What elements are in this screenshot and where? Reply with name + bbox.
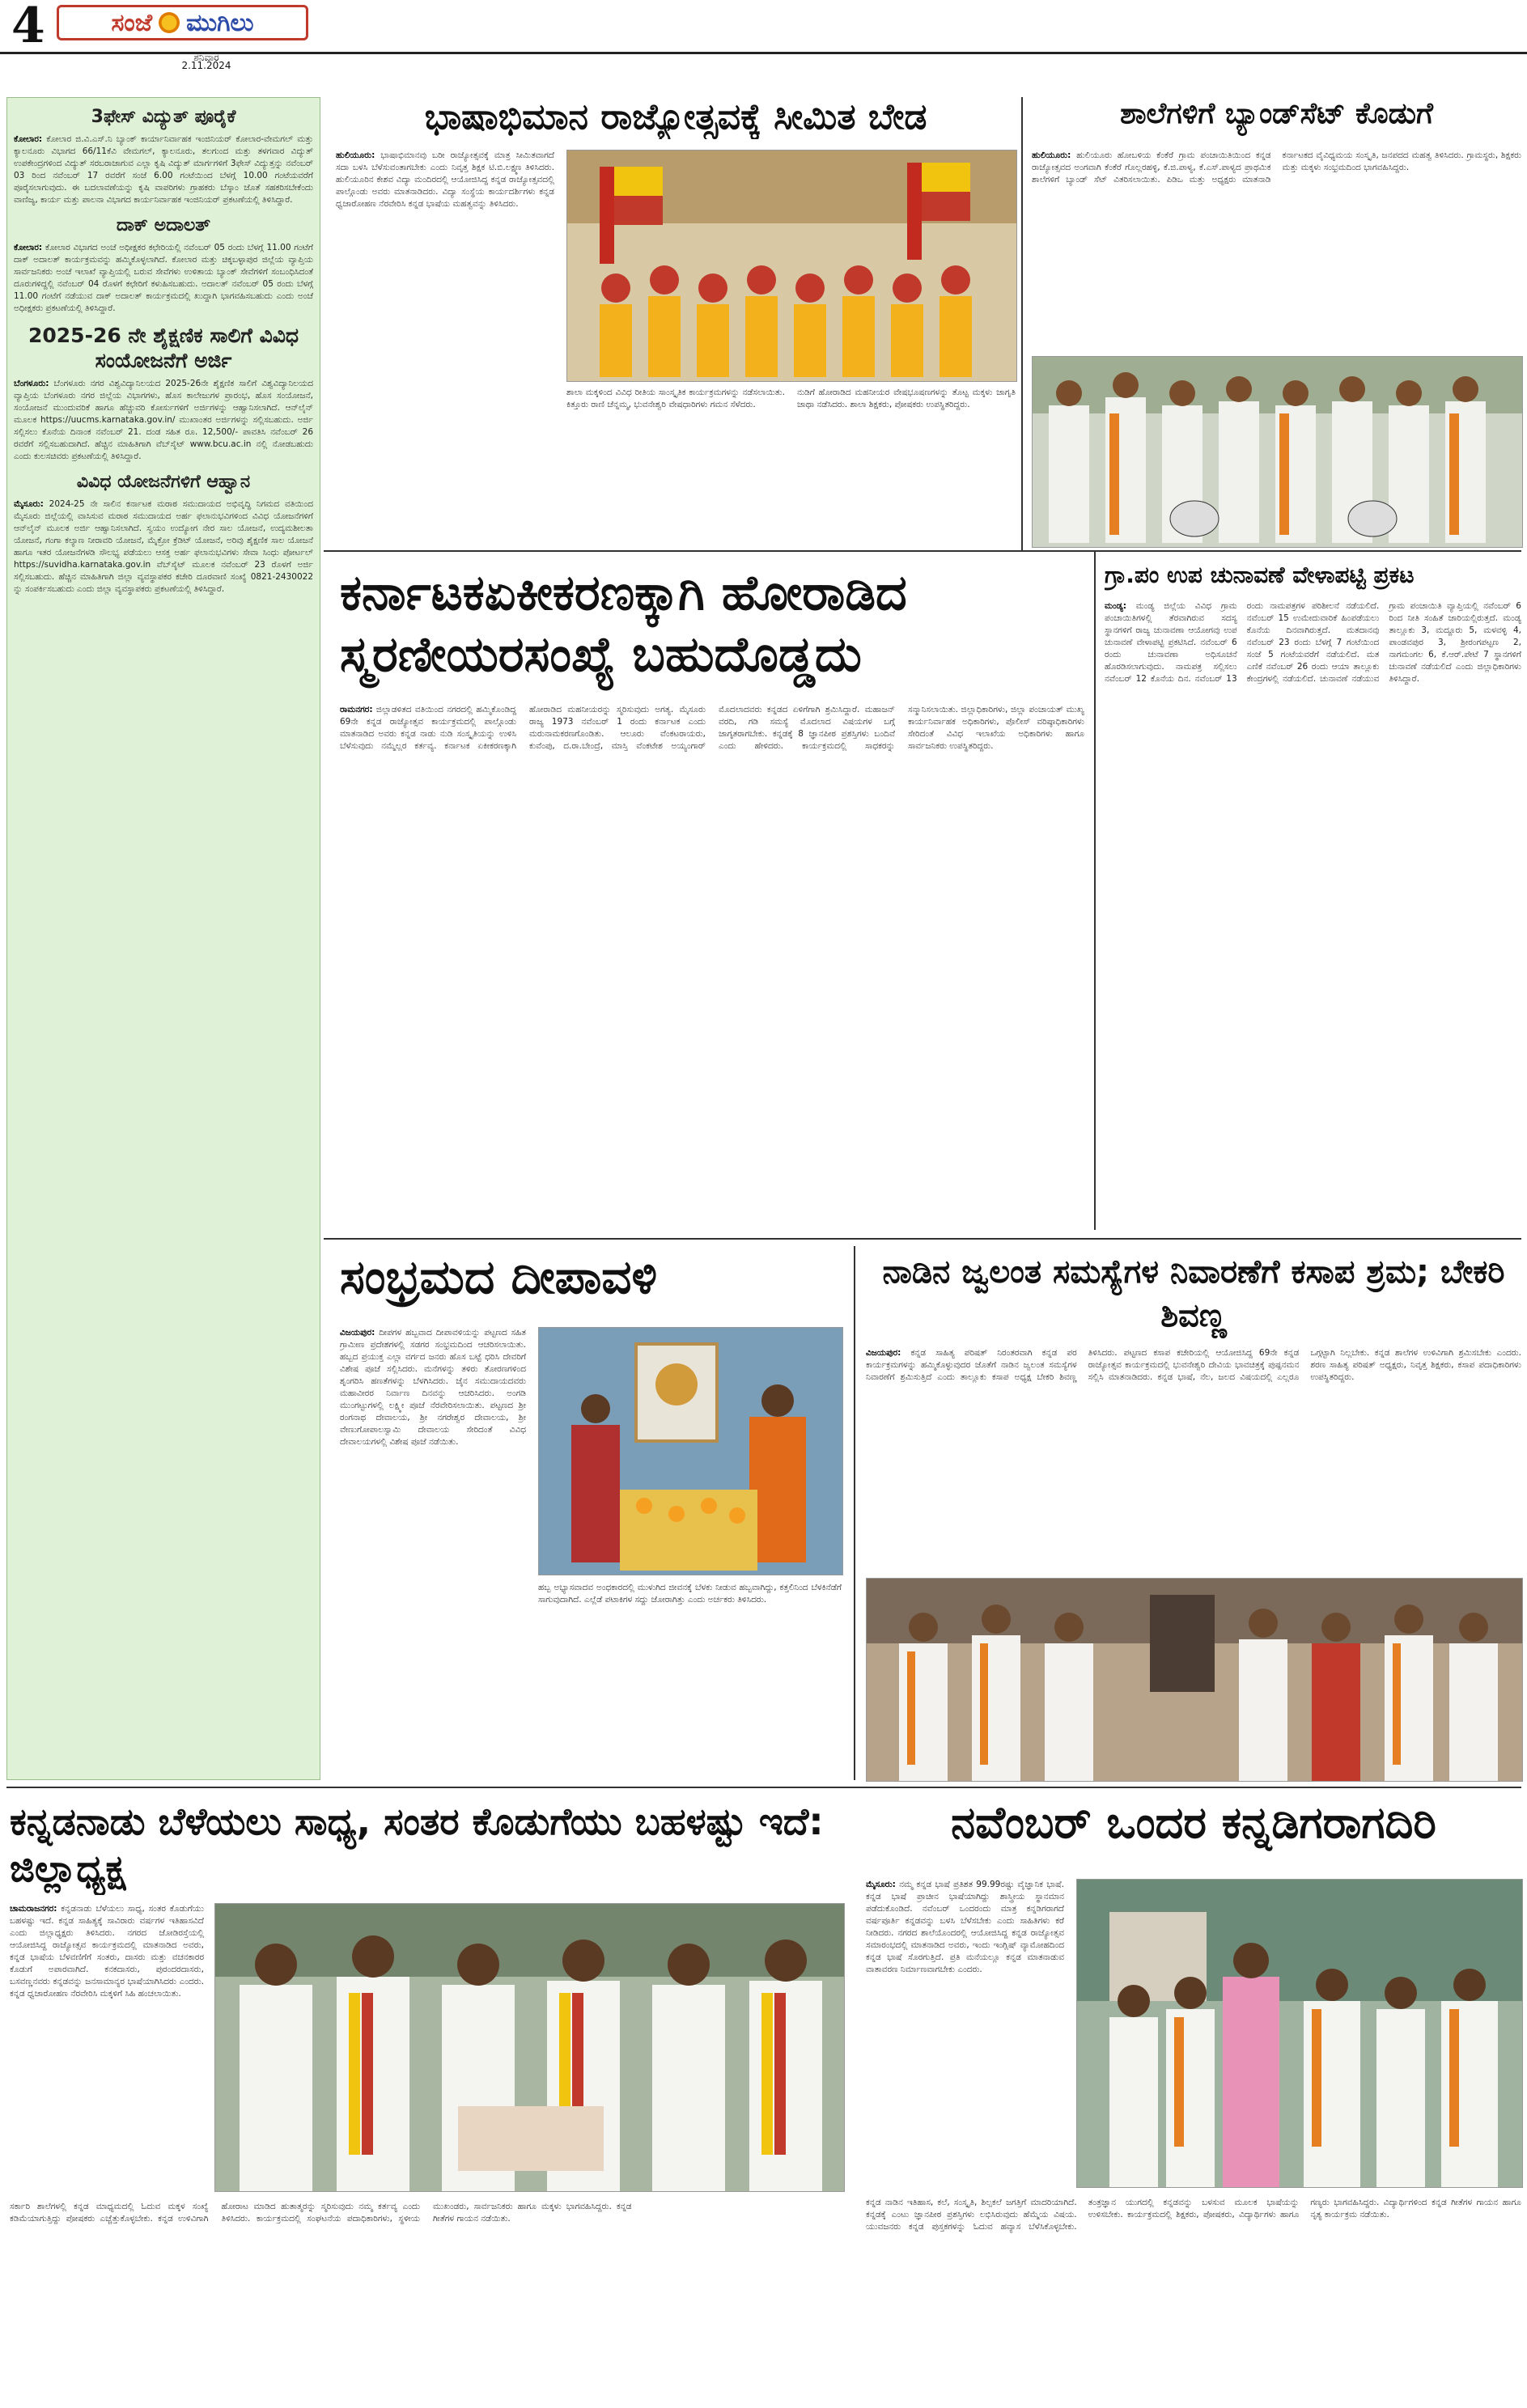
row-rule [324, 1238, 1521, 1240]
flag-hoisting-photo [1076, 1879, 1523, 2188]
article-7-body1: ಕನ್ನಡನಾಡು ಬೆಳೆಯಲು ಸಾಧ್ಯ, ಸಂತರ ಕೊಡುಗೆಯು ಬಹಳಷ್ಟು ಇದೆ. ಕನ್ನಡ ಸಾಹಿತ್ಯಕ್ಕೆ ಸಾವಿರಾರು ವರ್ಷಗಳ ಇತಿಹಾಸವಿದೆ ಎಂದು ಜಿಲ್ಲಾಧ್ಯಕ್ಷರು ತಿಳಿಸಿದರು. ನಗರದ ಜೋಡಿರಸ್ತೆಯಲ್ಲಿ ಆಯೋಜಿಸಿದ್ದ ರಾಜ್ಯೋತ್ಸವ ಕಾರ್ಯಕ್ರಮದಲ್ಲಿ ಮಾತನಾಡಿದ ಅವರು, ಕನ್ನಡ ಭಾಷೆಯ ಬೆಳವಣಿಗೆಗೆ ಸಂತರು, ದಾಸರು ಮತ್ತು ವಚನಕಾರರ ಕೊಡುಗೆ ಅಪಾರವಾಗಿದೆ. ಕನಕದಾಸರು, ಪುರಂದರದಾಸರು, ಬಸವಣ್ಣನವರು ಕನ್ನಡವನ್ನು ಜನಸಾಮಾನ್ಯರ ಭಾಷೆಯಾಗಿಸಿದರು ಎಂದರು. ಕನ್ನಡ ಧ್ವಜಾರೋಹಣ ನೆರವೇರಿಸಿ ಮಕ್ಕಳಿಗೆ ಸಿಹಿ ಹಂಚಲಾಯಿತು. [10, 1904, 204, 1999]
brief-3-body: ಬೆಂಗಳೂರು ನಗರ ವಿಶ್ವವಿದ್ಯಾನಿಲಯದ 2025-26ನೇ ಶೈಕ್ಷಣಿಕ ಸಾಲಿಗೆ ವಿಶ್ವವಿದ್ಯಾನಿಲಯದ ವ್ಯಾಪ್ತಿಯ ಬೆಂಗಳೂರು ನಗರ ಜಿಲ್ಲೆಯ ವಿಭಾಗಗಳು, ಹೊಸ ಕಾಲೇಜುಗಳ ಪ್ರಾರಂಭ, ಹೊಸ ಸಂಯೋಜನೆ, ಸಂಯೋಜನೆ ಮುಂದುವರಿಕೆ ಹಾಗೂ ಹೆಚ್ಚುವರಿ ಕೋರ್ಸುಗಳಿಗೆ ಅರ್ಜಿಗಳನ್ನು ಆಹ್ವಾನಿಸಲಾಗಿದೆ. ಆನ್‌ಲೈನ್ ಮೂಲಕ https://uucms.karnataka.gov.in/ ಮುಖಾಂತರ ಅರ್ಜಿಗಳನ್ನು ಸಲ್ಲಿಸಬಹುದು. ಅರ್ಜಿ ಸಲ್ಲಿಸಲು ಕೊನೆಯ ದಿನಾಂಕ ನವೆಂಬರ್ 21. ದಂಡ ಸಹಿತ ರೂ. 12,500/- ಪಾವತಿಸಿ ನವೆಂಬರ್ 26 ರವರೆಗೆ ಸಲ್ಲಿಸಬಹುದಾಗಿದೆ. ಹೆಚ್ಚಿನ ಮಾಹಿತಿಗಾಗಿ ವೆಬ್‌ಸೈಟ್ www.bcu.ac.in ನಲ್ಲಿ ನೋಡಬಹುದು ಎಂದು ಕುಲಸಚಿವರು ಪ್ರಕಟಣೆಯಲ್ಲಿ ತಿಳಿಸಿದ್ದಾರೆ. [14, 379, 314, 461]
article-5-col1 [340, 1327, 526, 1780]
article-8-col1 [866, 1879, 1064, 2186]
article-3-text [340, 704, 1084, 1230]
article-1-headline: ಭಾಷಾಭಿಮಾನ ರಾಜ್ಯೋತ್ಸವಕ್ಕೆ ಸೀಮಿತ ಬೇಡ [424, 97, 927, 138]
article-2-dateline: ಹುಲಿಯೂರು: [1032, 150, 1071, 160]
kasapa-felicitation-photo [866, 1578, 1523, 1782]
brief-2-dateline: ಕೋಲಾರ: [14, 243, 43, 252]
article-5-dateline: ವಿಜಯಪುರ: [340, 1328, 375, 1338]
article-3-dateline: ರಾಮನಗರ: [340, 705, 373, 714]
brief-3-dateline: ಬೆಂಗಳೂರು: [14, 379, 49, 388]
article-7-body2: ಸರ್ಕಾರಿ ಶಾಲೆಗಳಲ್ಲಿ ಕನ್ನಡ ಮಾಧ್ಯಮದಲ್ಲಿ ಓದುವ ಮಕ್ಕಳ ಸಂಖ್ಯೆ ಕಡಿಮೆಯಾಗುತ್ತಿದ್ದು ಪೋಷಕರು ಎಚ್ಚೆತ್ತುಕೊಳ್ಳಬೇಕು. ಕನ್ನಡ ಉಳಿವಿಗಾಗಿ ಹೋರಾಟ ಮಾಡಿದ ಹುತಾತ್ಮರನ್ನು ಸ್ಮರಿಸುವುದು ನಮ್ಮ ಕರ್ತವ್ಯ ಎಂದು ತಿಳಿಸಿದರು. ಕಾರ್ಯಕ್ರಮದಲ್ಲಿ ಸಂಘಟನೆಯ ಪದಾಧಿಕಾರಿಗಳು, ಸ್ಥಳೀಯ ಮುಖಂಡರು, ಸಾರ್ವಜನಿಕರು ಹಾಗೂ ಮಕ್ಕಳು ಭಾಗವಹಿಸಿದ್ದರು. ಕನ್ನಡ ಗೀತೆಗಳ ಗಾಯನ ನಡೆಯಿತು. [10, 2202, 632, 2224]
day-label: ಶನಿವಾರ [193, 52, 219, 63]
article-3-body: ಜಿಲ್ಲಾಡಳಿತದ ವತಿಯಿಂದ ನಗರದಲ್ಲಿ ಹಮ್ಮಿಕೊಂಡಿದ್ದ 69ನೇ ಕನ್ನಡ ರಾಜ್ಯೋತ್ಸವ ಕಾರ್ಯಕ್ರಮದಲ್ಲಿ ಪಾಲ್ಗೊಂಡು ಮಾತನಾಡಿದ ಅವರು ಕನ್ನಡ ನಾಡು ನುಡಿ ಸಂಸ್ಕೃತಿಯನ್ನು ಉಳಿಸಿ ಬೆಳೆಸುವುದು ನಮ್ಮೆಲ್ಲರ ಕರ್ತವ್ಯ. ಕರ್ನಾಟಕ ಏಕೀಕರಣಕ್ಕಾಗಿ ಹೋರಾಡಿದ ಮಹನೀಯರನ್ನು ಸ್ಮರಿಸುವುದು ಅಗತ್ಯ. ಮೈಸೂರು ರಾಜ್ಯ 1973 ನವೆಂಬರ್ 1 ರಂದು ಕರ್ನಾಟಕ ಎಂದು ಮರುನಾಮಕರಣಗೊಂಡಿತು. ಆಲೂರು ವೆಂಕಟರಾಯರು, ಕುವೆಂಪು, ದ.ರಾ.ಬೇಂದ್ರೆ, ಮಾಸ್ತಿ ವೆಂಕಟೇಶ ಅಯ್ಯಂಗಾರ್ ಮೊದಲಾದವರು ಕನ್ನಡದ ಏಳಿಗೆಗಾಗಿ ಶ್ರಮಿಸಿದ್ದಾರೆ. ಮಹಾಜನ್ ವರದಿ, ಗಡಿ ಸಮಸ್ಯೆ ಮೊದಲಾದ ವಿಷಯಗಳ ಬಗ್ಗೆ ಜಾಗೃತರಾಗಬೇಕು. ಕನ್ನಡಕ್ಕೆ 8 ಜ್ಞಾನಪೀಠ ಪ್ರಶಸ್ತಿಗಳು ಬಂದಿವೆ ಎಂದು ಹೇಳಿದರು. ಕಾರ್ಯಕ್ರಮದಲ್ಲಿ ಸಾಧಕರನ್ನು ಸನ್ಮಾನಿಸಲಾಯಿತು. ಜಿಲ್ಲಾಧಿಕಾರಿಗಳು, ಜಿಲ್ಲಾ ಪಂಚಾಯತ್ ಮುಖ್ಯ ಕಾರ್ಯನಿರ್ವಾಹಕ ಅಧಿಕಾರಿಗಳು, ಪೊಲೀಸ್ ವರಿಷ್ಠಾಧಿಕಾರಿಗಳು ಸೇರಿದಂತೆ ವಿವಿಧ ಇಲಾಖೆಯ ಅಧಿಕಾರಿಗಳು ಹಾಗೂ ಸಾರ್ವಜನಿಕರು ಉಪಸ್ಥಿತರಿದ್ದರು. [340, 705, 1084, 751]
sidebar-briefs [6, 97, 320, 1780]
article-4-dateline: ಮಂಡ್ಯ: [1105, 601, 1126, 611]
article-5-body1: ದೀಪಗಳ ಹಬ್ಬವಾದ ದೀಪಾವಳಿಯನ್ನು ಪಟ್ಟಣದ ಸಹಿತ ಗ್ರಾಮೀಣ ಪ್ರದೇಶಗಳಲ್ಲಿ ಸಡಗರ ಸಂಭ್ರಮದಿಂದ ಆಚರಿಸಲಾಯಿತು. ಹಬ್ಬದ ಪ್ರಯುಕ್ತ ಎಲ್ಲಾ ವರ್ಗದ ಜನರು ಹೊಸ ಬಟ್ಟೆ ಧರಿಸಿ ದೇವರಿಗೆ ವಿಶೇಷ ಪೂಜೆ ಸಲ್ಲಿಸಿದರು. ಮನೆಗಳನ್ನು ತಳಿರು ತೋರಣಗಳಿಂದ ಶೃಂಗರಿಸಿ ಹಣತೆಗಳನ್ನು ಬೆಳಗಿಸಿದರು. ಜೈನ ಸಮುದಾಯದವರು ಮಹಾವೀರರ ನಿರ್ವಾಣ ದಿನವನ್ನು ಆಚರಿಸಿದರು. ಅಂಗಡಿ ಮುಂಗಟ್ಟುಗಳಲ್ಲಿ ಲಕ್ಷ್ಮೀ ಪೂಜೆ ನೆರವೇರಿಸಲಾಯಿತು. ಪಟ್ಟಣದ ಶ್ರೀ ರಂಗನಾಥ ದೇವಾಲಯ, ಶ್ರೀ ನಗರೇಶ್ವರ ದೇವಾಲಯ, ಶ್ರೀ ವೇಣುಗೋಪಾಲಸ್ವಾಮಿ ದೇವಾಲಯ ಸೇರಿದಂತೆ ವಿವಿಧ ದೇವಾಲಯಗಳಲ್ಲಿ ವಿಶೇಷ ಪೂಜೆ ನಡೆಯಿತು. [340, 1328, 526, 1447]
article-1-body1: ಭಾಷಾಭಿಮಾನವು ಬರೀ ರಾಜ್ಯೋತ್ಸವಕ್ಕೆ ಮಾತ್ರ ಸೀಮಿತವಾಗದೆ ಸದಾ ಬಳಸಿ ಬೆಳೆಸುವಂತಾಗಬೇಕು ಎಂದು ನಿವೃತ್ತ ಶಿಕ್ಷಕ ಟಿ.ಬಿ.ಲಕ್ಷ್ಮಣ ತಿಳಿಸಿದರು. ಹುಲಿಯೂರಿನ ಕೇಶವ ವಿದ್ಯಾ ಮಂದಿರದಲ್ಲಿ ಆಯೋಜಿಸಿದ್ದ ಕನ್ನಡ ರಾಜ್ಯೋತ್ಸವದಲ್ಲಿ ಪಾಲ್ಗೊಂಡು ಅವರು ಮಾತನಾಡಿದರು. ವಿದ್ಯಾ ಸಂಸ್ಥೆಯ ಕಾರ್ಯದರ್ಶಿಗಳು ಕನ್ನಡ ಧ್ವಜಾರೋಹಣ ನೆರವೇರಿಸಿ ಕನ್ನಡ ಭಾಷೆಯ ಮಹತ್ವವನ್ನು ತಿಳಿಸಿದರು. [336, 150, 554, 209]
row-rule [324, 550, 1521, 552]
brief-1-dateline: ಕೋಲಾರ: [14, 134, 43, 144]
date-label: 2.11.2024 [181, 60, 231, 71]
article-8-headline: ನವೆಂಬರ್ ಒಂದರ ಕನ್ನಡಿಗರಾಗದಿರಿ [951, 1798, 1436, 1848]
article-5-body2: ಹಬ್ಬ ಅಭ್ಯಾಸವಾದವ ಅಂಧಕಾರದಲ್ಲಿ ಮುಳುಗಿದ ಜೀವನಕ್ಕೆ ಬೆಳಕು ನೀಡುವ ಹಬ್ಬವಾಗಿದ್ದು, ಕತ್ತಲಿನಿಂದ ಬೆಳಕಿನೆಡೆಗೆ ಸಾಗುವುದಾಗಿದೆ. ಎಲ್ಲೆಡೆ ಪಟಾಕಿಗಳ ಸದ್ದು ಜೋರಾಗಿತ್ತು ಎಂದು ಅರ್ಚಕರು ತಿಳಿಸಿದರು. [538, 1583, 842, 1605]
brief-1-text [14, 134, 313, 206]
article-1-dateline: ಹುಲಿಯೂರು: [336, 150, 375, 160]
diwali-puja-photo [538, 1327, 843, 1575]
article-8-body1: ನಮ್ಮ ಕನ್ನಡ ಭಾಷೆ ಪ್ರತಿಶತ 99.99ರಷ್ಟು ವೈಜ್ಞಾನಿಕ ಭಾಷೆ. ಕನ್ನಡ ಭಾಷೆ ಪ್ರಾಚೀನ ಭಾಷೆಯಾಗಿದ್ದು ಶಾಸ್ತ್ರೀಯ ಸ್ಥಾನಮಾನ ಪಡೆದುಕೊಂಡಿದೆ. ನವೆಂಬರ್ ಒಂದರಂದು ಮಾತ್ರ ಕನ್ನಡಿಗರಾಗದೆ ವರ್ಷಪೂರ್ತಿ ಕನ್ನಡವನ್ನು ಬಳಸಿ ಬೆಳೆಸಬೇಕು ಎಂದು ಸಾಹಿತಿಗಳು ಕರೆ ನೀಡಿದರು. ನಗರದ ಶಾಲೆಯೊಂದರಲ್ಲಿ ಆಯೋಜಿಸಿದ್ದ ಕನ್ನಡ ರಾಜ್ಯೋತ್ಸವ ಸಮಾರಂಭದಲ್ಲಿ ಮಾತನಾಡಿದ ಅವರು, ಇಂದು ಇಂಗ್ಲಿಷ್ ವ್ಯಾಮೋಹದಿಂದ ಕನ್ನಡ ಭಾಷೆ ಸೊರಗುತ್ತಿದೆ. ಪ್ರತಿ ಮನೆಯಲ್ಲೂ ಕನ್ನಡ ಮಾತನಾಡುವ ವಾತಾವರಣ ನಿರ್ಮಾಣವಾಗಬೇಕು ಎಂದರು. [866, 1880, 1064, 1974]
brief-4-title: ವಿವಿಧ ಯೋಜನೆಗಳಿಗೆ ಆಹ್ವಾನ [76, 472, 251, 492]
article-7-headline: ಕನ್ನಡನಾಡು ಬೆಳೆಯಲು ಸಾಧ್ಯ, ಸಂತರ ಕೊಡುಗೆಯು ಬಹಳಷ್ಟು ಇದೆ: ಜಿಲ್ಲಾಧ್ಯಕ್ಷ [10, 1800, 824, 1890]
logo-part1: ಸಂಜೆ [111, 8, 153, 37]
newspaper-logo [57, 5, 308, 40]
article-4-headline: ಗ್ರಾ.ಪಂ ಉಪ ಚುನಾವಣೆ ವೇಳಾಪಟ್ಟಿ ಪ್ರಕಟ [1105, 562, 1415, 588]
article-6-text [866, 1347, 1521, 1566]
article-5-headline: ಸಂಭ್ರಮದ ದೀಪಾವಳಿ [340, 1250, 658, 1304]
brief-3-title: 2025-26 ನೇ ಶೈಕ್ಷಣಿಕ ಸಾಲಿಗೆ ವಿವಿಧ ಸಂಯೋಜನೆಗೆ ಅರ್ಜಿ [28, 324, 299, 372]
article-8-dateline: ಮೈಸೂರು: [866, 1880, 896, 1889]
article-2-headline: ಶಾಲೆಗಳಿಗೆ ಬ್ಯಾಂಡ್‌ಸೆಟ್ ಕೊಡುಗೆ [1120, 97, 1433, 130]
article-1-body3: ನುಡಿಗೆ ಹೋರಾಡಿದ ಮಹನೀಯರ ವೇಷಭೂಷಣಗಳನ್ನು ತೊಟ್ಟ ಮಕ್ಕಳು ಜಾಗೃತಿ ಜಾಥಾ ನಡೆಸಿದರು. ಶಾಲಾ ಶಿಕ್ಷಕರು, ಪೋಷಕರು ಉಪಸ್ಥಿತರಿದ್ದರು. [797, 388, 1016, 409]
page-number: 4 [11, 0, 45, 54]
brief-4-body: 2024-25 ನೇ ಸಾಲಿನ ಕರ್ನಾಟಕ ಮರಾಠ ಸಮುದಾಯದ ಅಭಿವೃದ್ಧಿ ನಿಗಮದ ವತಿಯಿಂದ ಮೈಸೂರು ಜಿಲ್ಲೆಯಲ್ಲಿ ವಾಸಿಸುವ ಮರಾಠ ಸಮುದಾಯದ ಅರ್ಹ ಫಲಾನುಭವಿಗಳಿಂದ ವಿವಿಧ ಯೋಜನೆಗಳಿಗೆ ಆನ್‌ಲೈನ್ ಮೂಲಕ ಅರ್ಜಿ ಆಹ್ವಾನಿಸಲಾಗಿದೆ. ಸ್ವಯಂ ಉದ್ಯೋಗ ನೇರ ಸಾಲ ಯೋಜನೆ, ಉದ್ಯಮಶೀಲತಾ ಯೋಜನೆ, ಗಂಗಾ ಕಲ್ಯಾಣ ನೀರಾವರಿ ಯೋಜನೆ, ಮೈಕ್ರೋ ಕ್ರೆಡಿಟ್ ಯೋಜನೆ, ಅರಿವು ಶೈಕ್ಷಣಿಕ ಸಾಲ ಯೋಜನೆ ಹಾಗೂ ಇತರ ಯೋಜನೆಗಳಡಿ ಸೌಲಭ್ಯ ಪಡೆಯಲು ಆಸಕ್ತ ಅರ್ಹ ಫಲಾನುಭವಿಗಳು ಸೇವಾ ಸಿಂಧು ಪೋರ್ಟಲ್ https://suvidha.karnataka.gov.in ವೆಬ್‌ಸೈಟ್ ಮೂಲಕ ನವೆಂಬರ್ 23 ರೊಳಗೆ ಅರ್ಜಿ ಸಲ್ಲಿಸಬಹುದು. ಹೆಚ್ಚಿನ ಮಾಹಿತಿಗಾಗಿ ಜಿಲ್ಲಾ ವ್ಯವಸ್ಥಾಪಕರ ಕಚೇರಿ ದೂರವಾಣಿ ಸಂಖ್ಯೆ 0821-2430022 ನ್ನು ಸಂಪರ್ಕಿಸಬಹುದು ಎಂದು ಜಿಲ್ಲಾ ವ್ಯವಸ್ಥಾಪಕರು ಪ್ರಕಟಣೆಯಲ್ಲಿ ತಿಳಿಸಿದ್ದಾರೆ. [14, 499, 313, 594]
photo-graphic [539, 1328, 842, 1575]
article-8-body2: ಕನ್ನಡ ನಾಡಿನ ಇತಿಹಾಸ, ಕಲೆ, ಸಂಸ್ಕೃತಿ, ಶಿಲ್ಪಕಲೆ ಜಗತ್ತಿಗೆ ಮಾದರಿಯಾಗಿದೆ. ಕನ್ನಡಕ್ಕೆ ಎಂಟು ಜ್ಞಾನಪೀಠ ಪ್ರಶಸ್ತಿಗಳು ಲಭಿಸಿರುವುದು ಹೆಮ್ಮೆಯ ವಿಷಯ. ಯುವಜನರು ಕನ್ನಡ ಪುಸ್ತಕಗಳನ್ನು ಓದುವ ಹವ್ಯಾಸ ಬೆಳೆಸಿಕೊಳ್ಳಬೇಕು. ತಂತ್ರಜ್ಞಾನ ಯುಗದಲ್ಲಿ ಕನ್ನಡವನ್ನು ಬಳಸುವ ಮೂಲಕ ಭಾಷೆಯನ್ನು ಉಳಿಸಬೇಕು. ಕಾರ್ಯಕ್ರಮದಲ್ಲಿ ಶಿಕ್ಷಕರು, ಪೋಷಕರು, ವಿದ್ಯಾರ್ಥಿಗಳು ಹಾಗೂ ಗಣ್ಯರು ಭಾಗವಹಿಸಿದ್ದರು. ವಿದ್ಯಾರ್ಥಿಗಳಿಂದ ಕನ್ನಡ ಗೀತೆಗಳ ಗಾಯನ ಹಾಗೂ ನೃತ್ಯ ಕಾರ್ಯಕ್ರಮ ನಡೆಯಿತು. [866, 2198, 1521, 2232]
column-rule [854, 1246, 855, 1780]
row-rule [6, 1787, 1521, 1788]
column-rule [1094, 550, 1096, 1230]
chamarajanagar-event-photo [214, 1903, 845, 2192]
brief-4-dateline: ಮೈಸೂರು: [14, 499, 44, 509]
article-4-text [1105, 600, 1521, 1232]
article-2-text [1032, 150, 1521, 344]
brief-2-title: ದಾಕ್ ಅದಾಲತ್ [116, 215, 211, 235]
brief-4-text [14, 498, 313, 596]
article-6-body: ಕನ್ನಡ ಸಾಹಿತ್ಯ ಪರಿಷತ್ ನಿರಂತರವಾಗಿ ಕನ್ನಡ ಪರ ಕಾರ್ಯಕ್ರಮಗಳನ್ನು ಹಮ್ಮಿಕೊಳ್ಳುವುದರ ಜೊತೆಗೆ ನಾಡಿನ ಜ್ವಲಂತ ಸಮಸ್ಯೆಗಳ ನಿವಾರಣೆಗೆ ಶ್ರಮಿಸುತ್ತಿದೆ ಎಂದು ತಾಲ್ಲೂಕು ಕಸಾಪ ಅಧ್ಯಕ್ಷ ಬೇಕರಿ ಶಿವಣ್ಣ ತಿಳಿಸಿದರು. ಪಟ್ಟಣದ ಕಸಾಪ ಕಚೇರಿಯಲ್ಲಿ ಆಯೋಜಿಸಿದ್ದ 69ನೇ ಕನ್ನಡ ರಾಜ್ಯೋತ್ಸವ ಕಾರ್ಯಕ್ರಮದಲ್ಲಿ ಭುವನೇಶ್ವರಿ ದೇವಿಯ ಭಾವಚಿತ್ರಕ್ಕೆ ಪುಷ್ಪನಮನ ಸಲ್ಲಿಸಿ ಮಾತನಾಡಿದರು. ಕನ್ನಡ ಭಾಷೆ, ನೆಲ, ಜಲದ ವಿಷಯದಲ್ಲಿ ಎಲ್ಲರೂ ಒಗ್ಗಟ್ಟಾಗಿ ನಿಲ್ಲಬೇಕು. ಕನ್ನಡ ಶಾಲೆಗಳ ಉಳಿವಿಗಾಗಿ ಶ್ರಮಿಸಬೇಕು ಎಂದರು. ಶರಣ ಸಾಹಿತ್ಯ ಪರಿಷತ್ ಅಧ್ಯಕ್ಷರು, ನಿವೃತ್ತ ಶಿಕ್ಷಕರು, ಕಸಾಪ ಪದಾಧಿಕಾರಿಗಳು ಉಪಸ್ಥಿತರಿದ್ದರು. [866, 1348, 1521, 1382]
article-3-headline: ಕರ್ನಾಟಕಏಕೀಕರಣಕ್ಕಾಗಿ ಹೋರಾಡಿದ ಸ್ಮರಣೀಯರಸಂಖ್ಯೆ ಬಹುದೊಡ್ಡದು [340, 565, 907, 683]
children-in-costume-photo [566, 150, 1017, 382]
brief-2-text [14, 242, 313, 315]
sun-icon [159, 12, 180, 33]
photo-graphic [867, 1579, 1522, 1781]
brief-3-text [14, 378, 313, 463]
band-set-photo [1032, 356, 1523, 548]
article-7-dateline: ಚಾಮರಾಜನಗರ: [10, 1904, 57, 1914]
photo-graphic [215, 1904, 844, 2191]
article-6-dateline: ವಿಜಯಪುರ: [866, 1348, 901, 1358]
article-7-col1 [10, 1903, 204, 2190]
brief-2-body: ಕೋಲಾರ ವಿಭಾಗದ ಅಂಚೆ ಅಧೀಕ್ಷಕರ ಕಛೇರಿಯಲ್ಲಿ ನವೆಂಬರ್ 05 ರಂದು ಬೆಳಗ್ಗೆ 11.00 ಗಂಟೆಗೆ ದಾಕ್ ಅದಾಲತ್ ಕಾರ್ಯಕ್ರಮವನ್ನು ಹಮ್ಮಿಕೊಳ್ಳಲಾಗಿದೆ. ಕೋಲಾರ ಮತ್ತು ಚಿಕ್ಕಬಳ್ಳಾಪುರ ಜಿಲ್ಲೆಯ ವ್ಯಾಪ್ತಿಯ ಸಾರ್ವಜನಿಕರು ಅಂಚೆ ಇಲಾಖೆ ವ್ಯಾಪ್ತಿಯಲ್ಲಿ ಬರುವ ಸೇವೆಗಳು ಉಳಿತಾಯ ಬ್ಯಾಂಕ್ ಸೇವೆಗಳಿಗೆ ಸಂಬಂಧಿಸಿದಂತೆ ದೂರುಗಳಿದ್ದಲ್ಲಿ ನವೆಂಬರ್ 04 ರೊಳಗೆ ಕಛೇರಿಗೆ ಕಳುಹಿಸಬಹುದು. ಅದಾಲತ್ ನವೆಂಬರ್ 05 ರಂದು ಬೆಳಗ್ಗೆ 11.00 ಗಂಟೆಗೆ ನಡೆಯುವ ದಾಕ್ ಅದಾಲತ್ ಕಾರ್ಯಕ್ರಮದಲ್ಲಿ ಖುದ್ದಾಗಿ ಭಾಗವಹಿಸಬಹುದು ಎಂದು ಅಂಚೆ ಅಧೀಕ್ಷಕರು ಪ್ರಕಟಣೆಯಲ್ಲಿ ತಿಳಿಸಿದ್ದಾರೆ. [14, 243, 313, 313]
photo-graphic [1033, 357, 1522, 547]
column-rule [1021, 97, 1023, 550]
article-1-body2: ಶಾಲಾ ಮಕ್ಕಳಿಂದ ವಿವಿಧ ರೀತಿಯ ಸಾಂಸ್ಕೃತಿಕ ಕಾರ್ಯಕ್ರಮಗಳನ್ನು ನಡೆಸಲಾಯಿತು. ಕಿತ್ತೂರು ರಾಣಿ ಚೆನ್ನಮ್ಮ, ಭುವನೇಶ್ವರಿ ವೇಷಧಾರಿಗಳು ಗಮನ ಸೆಳೆದರು. [566, 388, 785, 409]
article-4-body: ಮಂಡ್ಯ ಜಿಲ್ಲೆಯ ವಿವಿಧ ಗ್ರಾಮ ಪಂಚಾಯಿತಿಗಳಲ್ಲಿ ತೆರವಾಗಿರುವ ಸದಸ್ಯ ಸ್ಥಾನಗಳಿಗೆ ರಾಜ್ಯ ಚುನಾವಣಾ ಆಯೋಗವು ಉಪ ಚುನಾವಣೆ ವೇಳಾಪಟ್ಟಿ ಪ್ರಕಟಿಸಿದೆ. ನವೆಂಬರ್ 6 ರಂದು ಚುನಾವಣಾ ಅಧಿಸೂಚನೆ ಹೊರಡಿಸಲಾಗುವುದು. ನಾಮಪತ್ರ ಸಲ್ಲಿಸಲು ನವೆಂಬರ್ 12 ಕೊನೆಯ ದಿನ. ನವೆಂಬರ್ 13 ರಂದು ನಾಮಪತ್ರಗಳ ಪರಿಶೀಲನೆ ನಡೆಯಲಿದೆ. ನವೆಂಬರ್ 15 ಉಮೇದುವಾರಿಕೆ ಹಿಂಪಡೆಯಲು ಕೊನೆಯ ದಿನವಾಗಿರುತ್ತದೆ. ಮತದಾನವು ನವೆಂಬರ್ 23 ರಂದು ಬೆಳಗ್ಗೆ 7 ಗಂಟೆಯಿಂದ ಸಂಜೆ 5 ಗಂಟೆಯವರೆಗೆ ನಡೆಯಲಿದೆ. ಮತ ಎಣಿಕೆ ನವೆಂಬರ್ 26 ರಂದು ಆಯಾ ತಾಲ್ಲೂಕು ಕೇಂದ್ರಗಳಲ್ಲಿ ನಡೆಯಲಿದೆ. ಚುನಾವಣೆ ನಡೆಯುವ ಗ್ರಾಮ ಪಂಚಾಯಿತಿ ವ್ಯಾಪ್ತಿಯಲ್ಲಿ ನವೆಂಬರ್ 6 ರಿಂದ ನೀತಿ ಸಂಹಿತೆ ಜಾರಿಯಲ್ಲಿರುತ್ತದೆ. ಮಂಡ್ಯ ತಾಲ್ಲೂಕು 3, ಮದ್ದೂರು 5, ಮಳವಳ್ಳಿ 4, ಪಾಂಡವಪುರ 3, ಶ್ರೀರಂಗಪಟ್ಟಣ 2, ನಾಗಮಂಗಲ 6, ಕೆ.ಆರ್.ಪೇಟೆ 7 ಸ್ಥಾನಗಳಿಗೆ ಚುನಾವಣೆ ನಡೆಯಲಿದೆ ಎಂದು ಜಿಲ್ಲಾಧಿಕಾರಿಗಳು ತಿಳಿಸಿದ್ದಾರೆ. [1105, 601, 1521, 684]
masthead [0, 0, 1527, 54]
article-2-body: ಹುಲಿಯೂರು ಹೋಬಳಿಯ ಕೆಂಕೆರೆ ಗ್ರಾಮ ಪಂಚಾಯಿತಿಯಿಂದ ಕನ್ನಡ ರಾಜ್ಯೋತ್ಸವದ ಅಂಗವಾಗಿ ಕೆಂಕೆರೆ ಗೊಲ್ಲರಹಳ್ಳಿ, ಕೆ.ಜಿ.ಪಾಳ್ಯ, ಕೆ.ಎಸ್.ಪಾಳ್ಯದ ಪ್ರಾಥಮಿಕ ಶಾಲೆಗಳಿಗೆ ಬ್ಯಾಂಡ್ ಸೆಟ್ ವಿತರಿಸಲಾಯಿತು. ಪಿಡಿಒ ಮತ್ತು ಅಧ್ಯಕ್ಷರು ಮಾತನಾಡಿ ಕರ್ನಾಟಕದ ವೈವಿಧ್ಯಮಯ ಸಂಸ್ಕೃತಿ, ಜನಪದದ ಮಹತ್ವ ತಿಳಿಸಿದರು. ಗ್ರಾಮಸ್ಥರು, ಶಿಕ್ಷಕರು ಮತ್ತು ಮಕ್ಕಳು ಸಂಭ್ರಮದಿಂದ ಭಾಗವಹಿಸಿದ್ದರು. [1032, 150, 1521, 184]
dateline [154, 53, 259, 70]
brief-1-title: 3ಫೇಸ್ ವಿದ್ಯುತ್ ಪೂರೈಕೆ [91, 107, 236, 127]
article-1-col1 [336, 150, 554, 376]
brief-1-body: ಕೋಲಾರ ಜಿ.ವಿ.ಎಸ್.ನಿ ಬ್ಯಾಂಕ್ ಕಾರ್ಯಾನಿರ್ವಾಹಕ ಇಂಜಿನಿಯರ್ ಕೋಲಾರ-ವೇಮಗಲ್ ಮತ್ತು ಕ್ಯಾಲನೂರು ವಿಭಾಗದ 66/11ಕೆವಿ ವೇಮಗಲ್, ಕ್ಯಾಲನೂರು, ತಲಗುಂದ ಮತ್ತು ತಳಗವಾರ ವಿದ್ಯುತ್ ಉಪಕೇಂದ್ರಗಳಿಂದ ವಿದ್ಯುತ್ ಸರಬರಾಜಾಗುವ ಎಲ್ಲಾ ಕೃಷಿ ವಿದ್ಯುತ್ ಮಾರ್ಗಗಳಿಗೆ 3ಫೇಸ್ ವಿದ್ಯುತ್ತನ್ನು ನವೆಂಬರ್ 03 ರಿಂದ ನವೆಂಬರ್ 17 ರವರೆಗೆ ಸಂಜೆ 6.00 ಗಂಟೆಯಿಂದ ಬೆಳಗ್ಗೆ 10.00 ಗಂಟೆಯವರೆಗೆ ಪೂರೈಸಲಾಗುವುದು. ಈ ಬದಲಾವಣೆಯನ್ನು ಕೃಷಿ ವಾಪರಿಗಳು ಗ್ರಾಹಕರು ಬೆಸ್ಕಾಂ ಜೊತೆ ಸಹಕರಿಸಬೇಕೆಂದು ವಾಣಿಜ್ಯ, ಕಾರ್ಯ ಮತ್ತು ಪಾಲನಾ ವಿಭಾಗದ ಕಾರ್ಯನಿರ್ವಾಹಕ ಇಂಜಿನಿಯರ್ ಪ್ರಕಟಣೆಯಲ್ಲಿ ತಿಳಿಸಿದ್ದಾರೆ. [14, 134, 313, 205]
article-6-headline: ನಾಡಿನ ಜ್ವಲಂತ ಸಮಸ್ಯೆಗಳ ನಿವಾರಣೆಗೆ ಕಸಾಪ ಶ್ರಮ; ಬೇಕರಿ ಶಿವಣ್ಣ [882, 1253, 1505, 1334]
photo-graphic [567, 150, 1016, 381]
logo-part2: ಮುಗಿಲು [186, 8, 254, 37]
photo-graphic [1077, 1880, 1522, 2187]
